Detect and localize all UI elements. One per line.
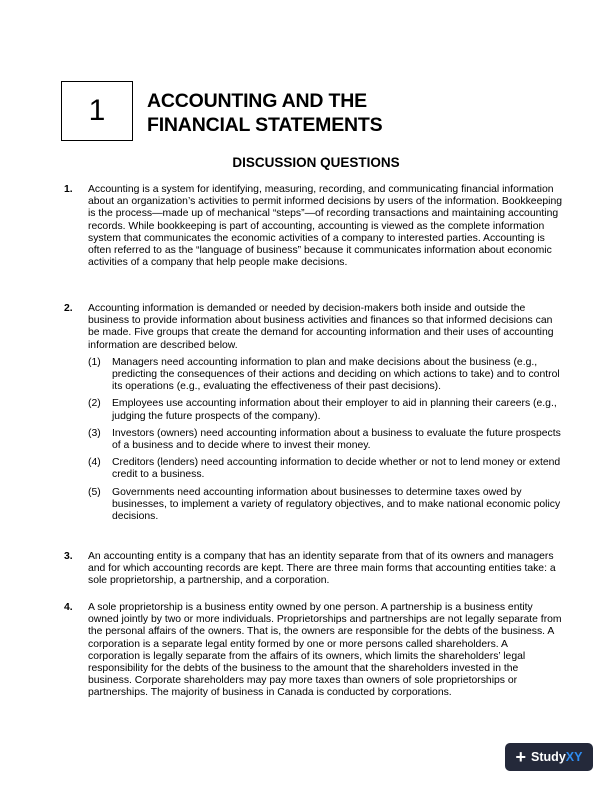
question-text: An accounting entity is a company that has an identity separate from that of its owners and managers and for which accounting records are kept. There are three main forms that accounting entities take: a sole proprietorship, a partnership, and a corporation. <box>88 551 556 587</box>
chapter-title <box>147 89 382 137</box>
question-4 <box>64 602 562 700</box>
subitem <box>88 487 562 524</box>
question-3 <box>64 551 562 588</box>
question-2 <box>64 303 562 523</box>
subitem-number: (2) <box>88 398 101 410</box>
question-text: A sole proprietorship is a business entity owned by one person. A partnership is a business entity owned jointly by two or more individuals. Proprietorships and partnerships are not legally separate from the personal affairs of the owners. That is, the owners are responsible for the debts of the business. A corporation is a separate legal entity formed by one or more persons called shareholders. A corporation is legally separate from the affairs of its owners, which limits the shareholders’ legal responsibility for the debts of the business to the amount that the shareholders invested in the business. Corporate shareholders may pay more taxes than owners of sole proprietorships or partnerships. The majority of business in Canada is conducted by corporations. <box>88 602 562 699</box>
subitem <box>88 398 562 422</box>
subitem-number: (5) <box>88 486 101 498</box>
question-text: Accounting information is demanded or needed by decision-makers both inside and outside the business to provide information about business activities and finances so that informed decisions can be made. Five groups that create the demand for accounting information and their uses of accounting information are described below. <box>88 303 554 351</box>
subitem-number: (3) <box>88 427 101 439</box>
subitem-text: Governments need accounting information about businesses to determine taxes owed by businesses, to implement a variety of regulatory objectives, and to make national economic policy decisions. <box>112 486 561 523</box>
brand-name <box>531 750 582 764</box>
chapter-number: 1 <box>88 94 106 127</box>
subitem-text: Employees use accounting information about their employer to aid in planning their careers (e.g., judging the future prospects of the company). <box>112 398 557 422</box>
chapter-title-line-2: FINANCIAL STATEMENTS <box>147 114 383 136</box>
subitem-number: (1) <box>88 356 101 368</box>
question-number: 3. <box>64 551 73 562</box>
plus-icon: + <box>515 747 527 767</box>
chapter-number-box <box>61 81 133 141</box>
chapter-title-line-1: ACCOUNTING AND THE <box>147 90 367 112</box>
studyxy-logo[interactable] <box>505 743 593 771</box>
subitem <box>88 357 562 394</box>
question-number: 1. <box>64 184 73 195</box>
question-1 <box>64 184 562 269</box>
brand-name-part2: XY <box>565 750 583 764</box>
question-text: Accounting is a system for identifying, measuring, recording, and communicating financial information about an organization’s activities to permit informed decisions by users of the information. Bookkeeping is the process—made up of mechanical “steps”—of recording transactions and maintaining accounting records. While bookkeeping is part of accounting, accounting is viewed as the complete information system that communicates the economic activities of a company to interested parties. Accounting is often referred to as the “language of business” because it communicates information about economic activities of a company that help people make decisions. <box>88 184 562 269</box>
subitem-text: Creditors (lenders) need accounting information to decide whether or not to lend money or extend credit to a business. <box>112 457 561 481</box>
subitem-number: (4) <box>88 457 101 469</box>
section-title: DISCUSSION QUESTIONS <box>232 155 400 170</box>
question-number: 4. <box>64 602 73 613</box>
question-number: 2. <box>64 303 73 314</box>
subitem <box>88 457 562 481</box>
subitem <box>88 428 562 452</box>
subitem-text: Investors (owners) need accounting information about a business to evaluate the future prospects of a business and to decide where to invest their money. <box>112 427 561 452</box>
subitem-text: Managers need accounting information to plan and make decisions about the business (e.g., predicting the consequences of their actions and deciding on which actions to take) and to control its operations (e.g., evaluating the effectiveness of their past decisions). <box>112 356 560 393</box>
brand-name-part1: Study <box>531 750 566 764</box>
